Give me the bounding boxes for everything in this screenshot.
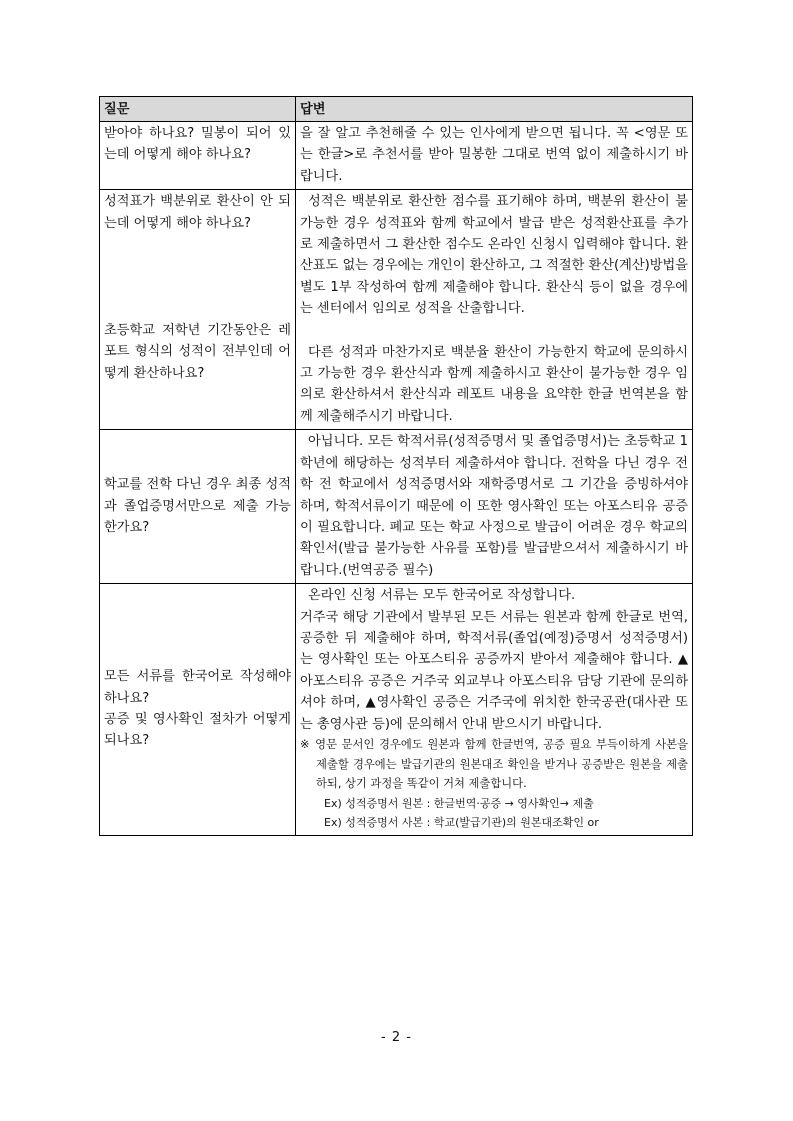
page-number: - 2 - — [381, 1030, 412, 1045]
question-text-secondary: 공증 및 영사확인 절차가 어떻게 되나요? — [104, 712, 291, 749]
question-cell — [100, 190, 296, 430]
question-text: 모든 서류를 한국어로 작성해야 하나요? — [104, 669, 291, 706]
question-cell — [100, 584, 296, 836]
answer-cell — [296, 190, 693, 430]
answer-text: 을 잘 알고 추천해줄 수 있는 인사에게 받으면 됩니다. 꼭 <영문 또는 한글>로 추천서를 받아 밀봉한 그대로 번역 없이 제출하시기 바랍니다. — [300, 126, 688, 184]
answer-spacer — [300, 320, 688, 342]
example-line: Ex) 성적증명서 사본 : 학교(발급기관)의 원본대조확인 or — [324, 816, 599, 830]
question-text: 성적표가 백분위로 환산이 안 되는데 어떻게 해야 하나요? — [104, 194, 291, 231]
answer-cell — [296, 584, 693, 836]
answer-text-secondary: 거주국 해당 기관에서 발부된 모든 서류는 원본과 함께 한글로 번역, 공증한 뒤 제출해야 하며, 학적서류(졸업(예정)증명서 성적증명서)는 영사확인 또는 아포스티유 공증까지 받아서 제출해야 합니다. ▲아포스티유 공증은 거주국 외교부나 아포스티유 담당 기관에 문의하셔야 하며, ▲영사확인 공증은 거주국에 위치한 한국공관(대사관 또는 총영사관 등)에 문의해서 안내 받으시기 바랍니다. — [300, 609, 688, 732]
answer-text: 온라인 신청 서류는 모두 한국어로 작성합니다. — [308, 588, 576, 604]
qa-table — [99, 96, 693, 836]
header-answer: 답변 — [296, 97, 693, 122]
table-header-row — [100, 97, 693, 122]
example-line: Ex) 성적증명서 원본 : 한글번역·공증 → 영사확인→ 제출 — [324, 796, 594, 810]
answer-text-secondary: 다른 성적과 마찬가지로 백분율 환산이 가능한지 학교에 문의하시고 가능한 경우 환산식과 함께 제출하시고 환산이 불가능한 경우 임의로 환산하셔서 환산식과 레포트 내용을 요약한 한글 번역본을 함께 제출해주시기 바랍니다. — [300, 344, 688, 424]
answer-cell — [296, 430, 693, 584]
question-cell — [100, 122, 296, 190]
table-row — [100, 122, 693, 190]
answer-note: ※ 영문 문서인 경우에도 원본과 함께 한글번역, 공증 필요 부득이하게 사본을 제출할 경우에는 발급기관의 원본대조 확인을 받거나 공증받은 원본을 제출하되, 상기 과정을 똑같이 거쳐 제출합니다. — [300, 737, 688, 791]
table-row — [100, 190, 693, 430]
table-row — [100, 430, 693, 584]
table-row — [100, 584, 693, 836]
answer-text: 성적은 백분위로 환산한 점수를 표기해야 하며, 백분위 환산이 불가능한 경우 성적표와 함께 학교에서 발급 받은 성적환산표를 추가로 제출하면서 그 환산한 점수도 온라인 신청시 입력해야 합니다. 환산표도 없는 경우에는 개인이 환산하고, 그 적절한 환산(계산)방법을 별도 1부 작성하여 함께 제출해야 합니다. 환산식 등이 없을 경우에는 센터에서 임의로 성적을 산출합니다. — [300, 194, 688, 317]
question-text: 학교를 전학 다닌 경우 최종 성적과 졸업증명서만으로 제출 가능한가요? — [104, 477, 291, 535]
question-text: 받아야 하나요? 밀봉이 되어 있는데 어떻게 해야 하나요? — [104, 126, 291, 163]
question-spacer — [104, 234, 291, 320]
header-question: 질문 — [100, 97, 296, 122]
question-text-secondary: 초등학교 저학년 기간동안은 레포트 형식의 성적이 전부인데 어떻게 환산하나요? — [104, 323, 291, 381]
answer-text: 아닙니다. 모든 학적서류(성적증명서 및 졸업증명서)는 초등학교 1학년에 해당하는 성적부터 제출하셔야 합니다. 전학을 다닌 경우 전학 전 학교에서 성적증명서와 재학증명서로 그 기간을 증빙하셔야 하며, 학적서류이기 때문에 이 또한 영사확인 또는 아포스티유 공증이 필요합니다. 폐교 또는 학교 사정으로 발급이 어려운 경우 학교의 확인서(발급 불가능한 사유를 포함)를 발급받으셔서 제출하시기 바랍니다.(번역공증 필수) — [300, 434, 688, 578]
question-cell — [100, 430, 296, 584]
answer-cell — [296, 122, 693, 190]
